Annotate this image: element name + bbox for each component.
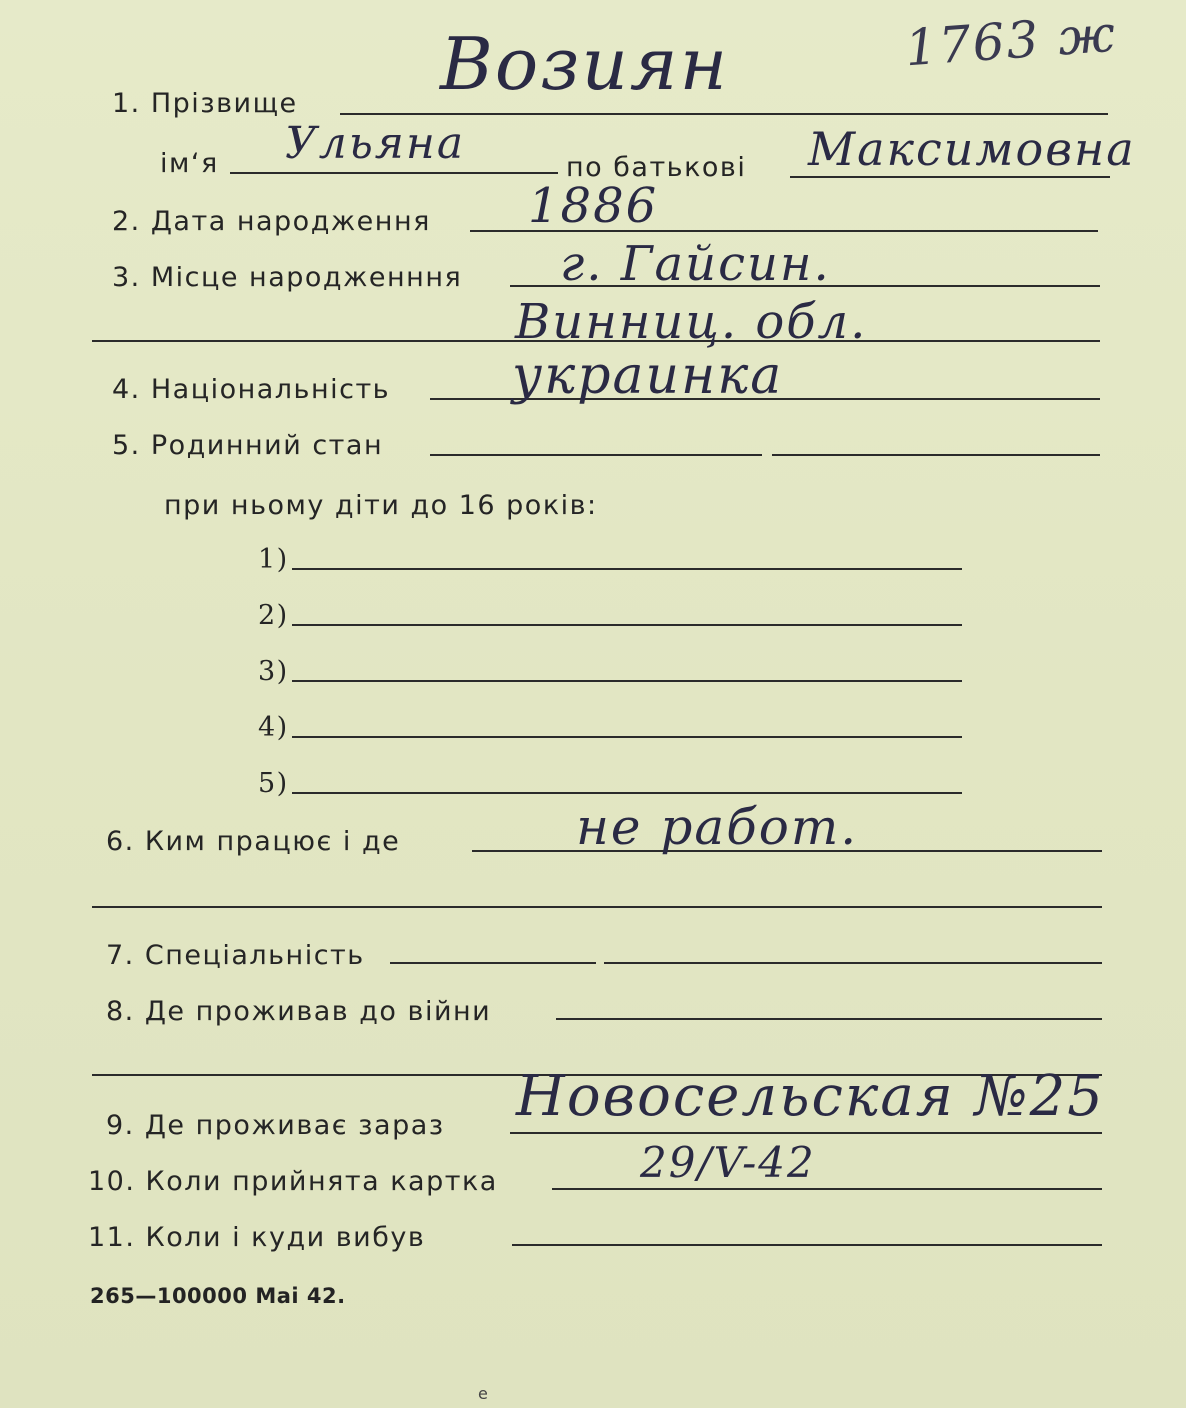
child-3-label: 3) (258, 656, 289, 687)
card-accepted-value: 29/V-42 (640, 1138, 816, 1187)
surname-line (340, 113, 1108, 115)
child-5-label: 5) (258, 768, 289, 799)
specialty-label: 7. Спеціальність (106, 940, 365, 971)
birth-place-value-1: г. Гайсин. (560, 236, 831, 292)
first-name-line (230, 172, 558, 174)
birth-date-value: 1886 (528, 178, 659, 234)
work-line-2 (92, 906, 1102, 908)
child-1-label: 1) (258, 544, 289, 575)
print-run-footer: 265—100000 Mai 42. (90, 1284, 346, 1308)
work-label: 6. Ким працює і де (106, 826, 401, 857)
nationality-value: украинка (512, 346, 784, 406)
current-address-value: Новосельская №25 (516, 1064, 1105, 1129)
nationality-label: 4. Національність (112, 374, 391, 405)
current-address-label: 9. Де проживає зараз (106, 1110, 445, 1141)
child-4-line (292, 736, 962, 738)
child-3-line (292, 680, 962, 682)
children-header: при ньому діти до 16 років: (164, 490, 598, 521)
card-accepted-label: 10. Коли прийнята картка (88, 1166, 498, 1197)
birth-place-label: 3. Місце народженння (112, 262, 463, 293)
bottom-mark: е (478, 1384, 488, 1403)
child-5-line (292, 792, 962, 794)
birth-date-label: 2. Дата народження (112, 206, 431, 237)
patronymic-value: Максимовна (808, 122, 1136, 176)
birth-place-value-2: Винниц. обл. (515, 294, 868, 350)
prewar-address-line-1 (556, 1018, 1102, 1020)
surname-label: 1. Прізвище (112, 88, 298, 119)
marital-status-line-a (430, 454, 762, 456)
marital-status-line-b (772, 454, 1100, 456)
specialty-line-b (604, 962, 1102, 964)
specialty-line-a (390, 962, 596, 964)
departed-line (512, 1244, 1102, 1246)
patronymic-line (790, 176, 1110, 178)
card-accepted-line (552, 1188, 1102, 1190)
patronymic-label: по батькові (566, 152, 747, 183)
child-1-line (292, 568, 962, 570)
surname-value: Возиян (440, 22, 729, 106)
child-2-line (292, 624, 962, 626)
child-4-label: 4) (258, 712, 289, 743)
child-2-label: 2) (258, 600, 289, 631)
work-value: не работ. (576, 798, 859, 856)
marital-status-label: 5. Родинний стан (112, 430, 384, 461)
current-address-line (510, 1132, 1102, 1134)
prewar-address-label: 8. Де проживав до війни (106, 996, 492, 1027)
archive-number: 1763 ж (903, 4, 1119, 78)
first-name-label: ім‘я (160, 148, 219, 179)
first-name-value: Ульяна (285, 118, 466, 169)
departed-label: 11. Коли і куди вибув (88, 1222, 426, 1253)
